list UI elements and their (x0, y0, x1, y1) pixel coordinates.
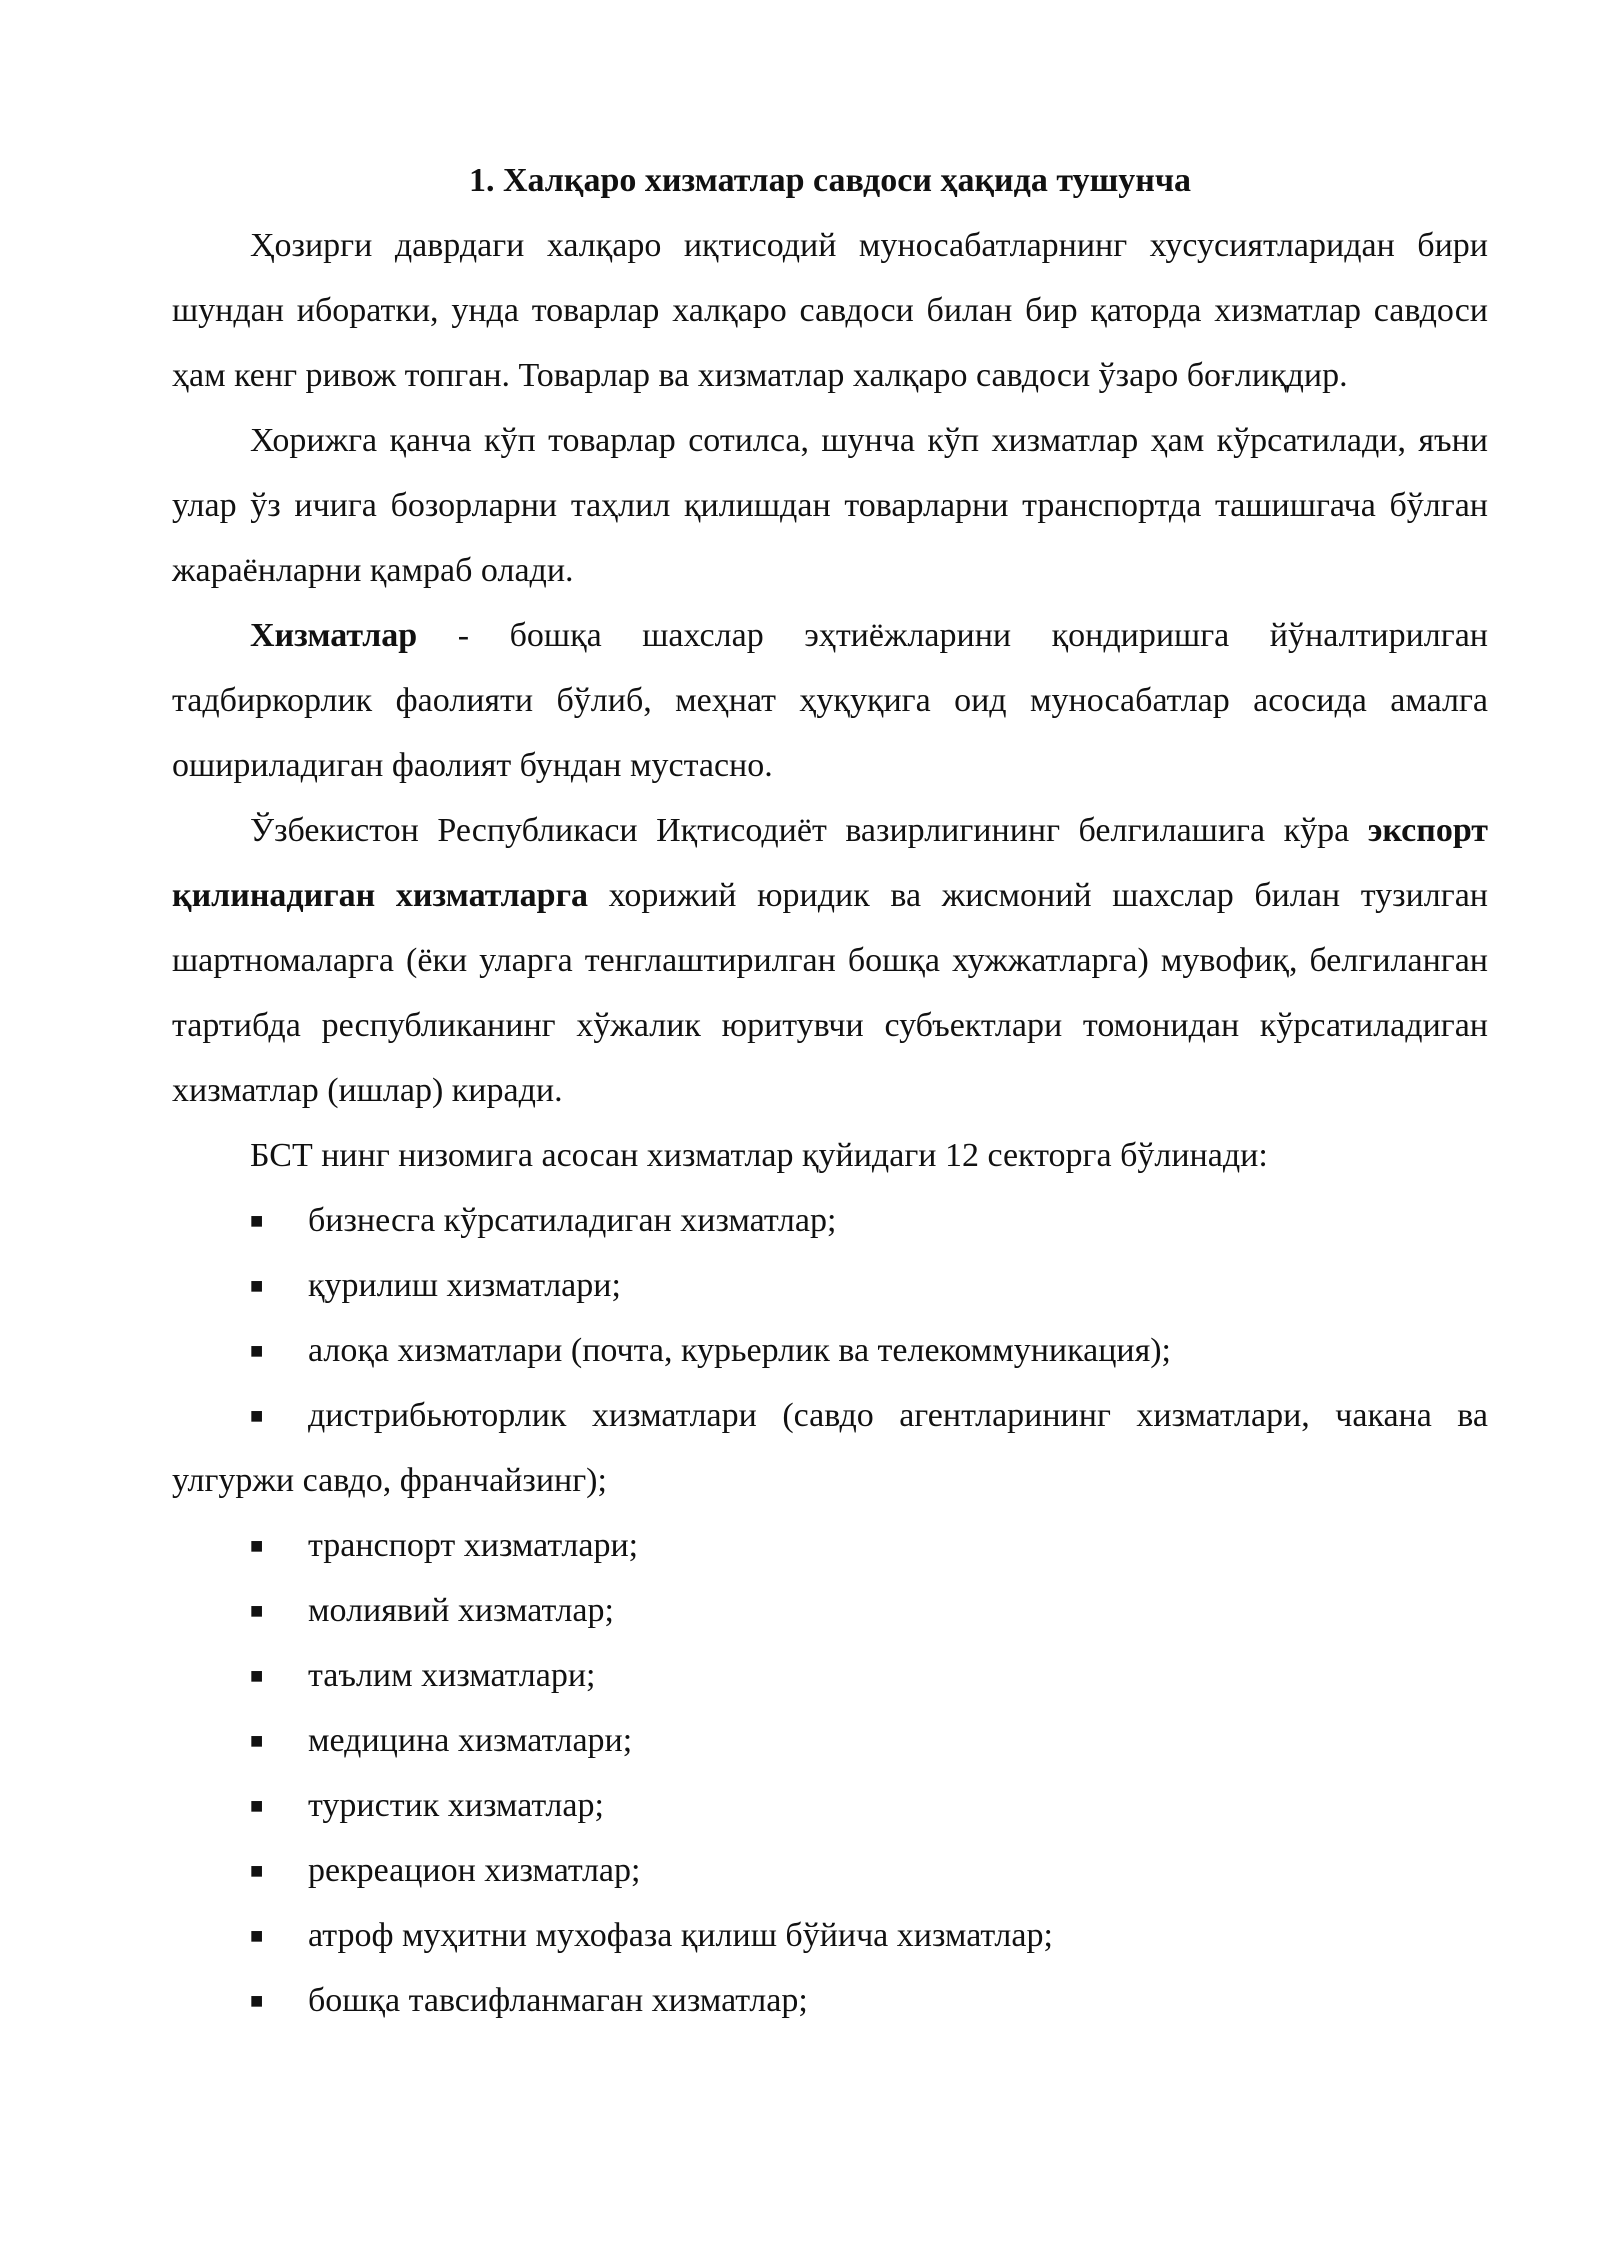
paragraph-4-start: Ўзбекистон Республикаси Иқтисодиёт вазирлигининг белгилашига кўра (250, 812, 1368, 849)
list-item-text: таълим хизматлари; (308, 1657, 596, 1694)
list-item-text: бизнесга кўрсатиладиган хизматлар; (308, 1202, 837, 1239)
section-heading: 1. Халқаро хизматлар савдоси ҳақида тушунча (468, 162, 1192, 199)
list-item (172, 1838, 1488, 1903)
list-item (172, 1383, 1488, 1513)
bullet-square-icon: ■ (250, 1533, 264, 1558)
bullet-square-icon: ■ (250, 1273, 264, 1298)
list-item (172, 1643, 1488, 1708)
paragraph-4-text: хорижий юридик ва жисмоний шахслар билан тузилган шартномаларга (ёки уларга тенглаштирилган бошқа хужжатларга) мувофиқ, белгиланган тартибда республиканинг хўжалик юритувчи субъектлари томонидан кўрсатиладиган хизматлар (ишлар) киради. (172, 877, 1488, 1109)
paragraph-2: Хорижга қанча кўп товарлар сотилса, шунча кўп хизматлар ҳам кўрсатилади, яъни улар ўз ичига бозорларни таҳлил қилишдан товарларни транспортда ташишгача бўлган жараёнларни қамраб олади. (172, 422, 1488, 589)
bullet-square-icon: ■ (250, 1403, 264, 1428)
bullet-square-icon: ■ (250, 1663, 264, 1688)
list-item-text: туристик хизматлар; (308, 1787, 604, 1824)
list-item-text: бошқа тавсифланмаган хизматлар; (308, 1982, 808, 2019)
list-item-text: медицина хизматлари; (308, 1722, 633, 1759)
paragraph-3-text: - бошқа шахслар эҳтиёжларини қондиришга йўналтирилган тадбиркорлик фаолияти бўлиб, меҳнат ҳуқуқига оид муносабатлар асосида амалга ошириладиган фаолият бундан мустасно. (172, 617, 1488, 784)
list-item (172, 1708, 1488, 1773)
paragraph-1: Ҳозирги даврдаги халқаро иқтисодий муносабатларнинг хусусиятларидан бири шундан иборатки, унда товарлар халқаро савдоси билан бир қаторда хизматлар савдоси ҳам кенг ривож топган. Товарлар ва хизматлар халқаро савдоси ўзаро боғлиқдир. (172, 227, 1488, 394)
list-item-text: алоқа хизматлари (почта, курьерлик ва телекоммуникация); (308, 1332, 1171, 1369)
list-item (172, 1903, 1488, 1968)
bullet-square-icon: ■ (250, 1923, 264, 1948)
sector-list (172, 1188, 1488, 2033)
document-page (172, 148, 1488, 2033)
list-item (172, 1318, 1488, 1383)
bullet-square-icon: ■ (250, 1338, 264, 1363)
term-services: Хизматлар (250, 617, 418, 654)
list-item-text: молиявий хизматлар; (308, 1592, 614, 1629)
paragraph-5: БСТ нинг низомига асосан хизматлар қуйидаги 12 секторга бўлинади: (250, 1137, 1268, 1174)
bullet-square-icon: ■ (250, 1208, 264, 1233)
bullet-square-icon: ■ (250, 1988, 264, 2013)
list-item-text: рекреацион хизматлар; (308, 1852, 641, 1889)
list-item (172, 1773, 1488, 1838)
list-item (172, 1513, 1488, 1578)
bullet-square-icon: ■ (250, 1858, 264, 1883)
list-item (172, 1253, 1488, 1318)
list-item (172, 1968, 1488, 2033)
list-item-text: дистрибьюторлик хизматлари (савдо агентларининг хизматлари, чакана ва улгуржи савдо, франчайзинг); (172, 1397, 1488, 1499)
list-item (172, 1188, 1488, 1253)
list-item-text: қурилиш хизматлари; (308, 1267, 621, 1304)
bullet-square-icon: ■ (250, 1728, 264, 1753)
list-item-text: атроф муҳитни мухофаза қилиш бўйича хизматлар; (308, 1917, 1053, 1954)
paragraph-3 (172, 603, 1488, 798)
paragraph-4 (172, 798, 1488, 1123)
bullet-square-icon: ■ (250, 1598, 264, 1623)
term-exported-services: экспорт қилинадиган хизматларга (172, 812, 1488, 914)
bullet-square-icon: ■ (250, 1793, 264, 1818)
list-item (172, 1578, 1488, 1643)
list-item-text: транспорт хизматлари; (308, 1527, 639, 1564)
